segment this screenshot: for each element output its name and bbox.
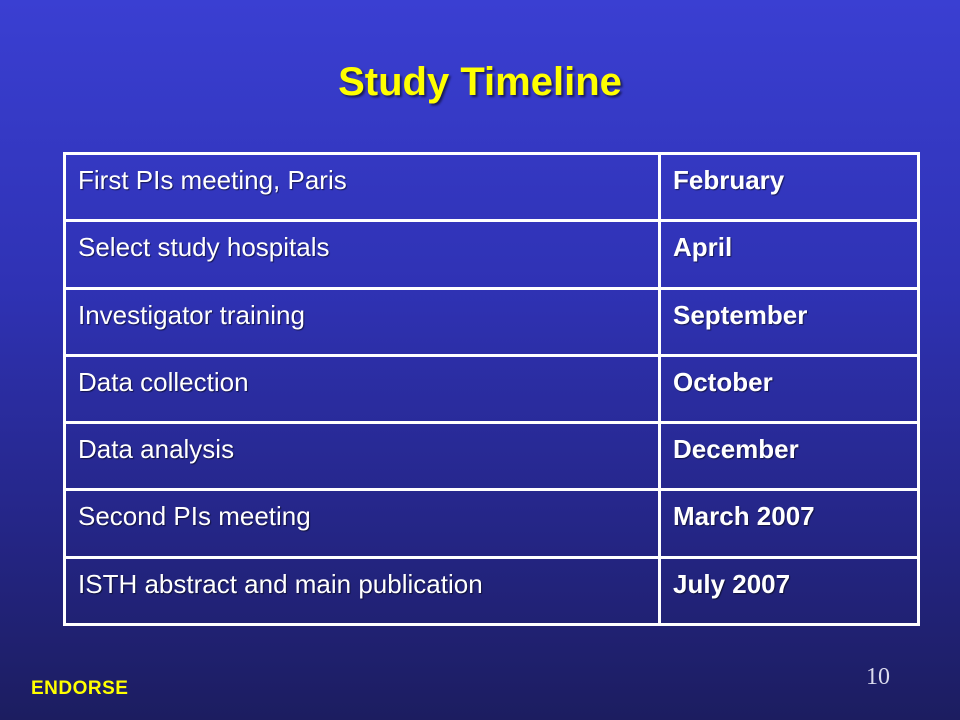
table-row xyxy=(65,355,919,422)
footer-logo-text: ENDORSE xyxy=(31,678,129,699)
task-cell: Second PIs meeting xyxy=(65,490,660,557)
task-cell: Data collection xyxy=(65,355,660,422)
table-row xyxy=(65,490,919,557)
table-row xyxy=(65,557,919,624)
date-cell: October xyxy=(660,355,919,422)
table-row xyxy=(65,288,919,355)
date-cell: December xyxy=(660,423,919,490)
table-row xyxy=(65,221,919,288)
table-row xyxy=(65,154,919,221)
task-cell: Select study hospitals xyxy=(65,221,660,288)
slide-number: 10 xyxy=(866,664,890,690)
date-cell: April xyxy=(660,221,919,288)
task-cell: ISTH abstract and main publication xyxy=(65,557,660,624)
date-cell: February xyxy=(660,154,919,221)
task-cell: First PIs meeting, Paris xyxy=(65,154,660,221)
task-cell: Data analysis xyxy=(65,423,660,490)
date-cell: March 2007 xyxy=(660,490,919,557)
timeline-table xyxy=(63,152,920,626)
date-cell: July 2007 xyxy=(660,557,919,624)
task-cell: Investigator training xyxy=(65,288,660,355)
table-row xyxy=(65,423,919,490)
date-cell: September xyxy=(660,288,919,355)
slide-title: Study Timeline xyxy=(338,60,622,104)
